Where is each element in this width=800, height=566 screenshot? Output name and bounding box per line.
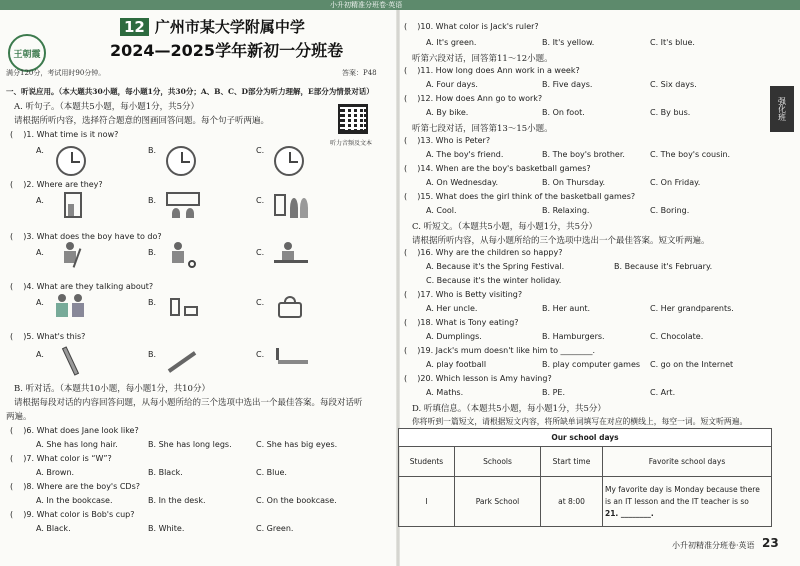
q6-text: )6. What does Jane look like? bbox=[23, 426, 139, 435]
q19-option-b: B. play computer games bbox=[542, 360, 641, 369]
q7-option-a: A. Brown. bbox=[36, 468, 75, 477]
paren: ( bbox=[10, 232, 14, 241]
q10-option-c: C. It's blue. bbox=[650, 38, 695, 47]
q7-option-c: C. Blue. bbox=[256, 468, 287, 477]
score-info: 满分120分，考试用时90分钟。 bbox=[6, 69, 106, 77]
q2-text: )2. Where are they? bbox=[23, 180, 103, 189]
part-b-instruction-2: 两遍。 bbox=[6, 412, 32, 422]
q14-option-a: A. On Wednesday. bbox=[426, 178, 499, 187]
logo-text: 王朝霞 bbox=[13, 49, 41, 60]
instruction-dialogue-7: 听第七段对话，回答第13～15小题。 bbox=[412, 124, 553, 134]
q19-text: )19. Jack's mum doesn't like him to ________. bbox=[417, 346, 596, 355]
question-19 bbox=[404, 346, 595, 355]
answer-info: 答案：P48 bbox=[342, 69, 377, 77]
paren: ( bbox=[404, 22, 408, 31]
question-15 bbox=[404, 192, 635, 201]
top-strip bbox=[0, 0, 800, 10]
question-1 bbox=[10, 130, 118, 139]
q12-option-a: A. By bike. bbox=[426, 108, 469, 117]
q9-option-a: A. Black. bbox=[36, 524, 71, 533]
col-students: Students bbox=[399, 447, 455, 477]
col-favorite-days: Favorite school days bbox=[603, 447, 772, 477]
q8-option-b: B. In the desk. bbox=[148, 496, 206, 505]
part-b-instruction-1: 请根据每段对话的内容回答问题，从每小题所给的三个选项中选出一个最佳答案。每段对话听 bbox=[14, 398, 363, 408]
q13-text: )13. Who is Peter? bbox=[417, 136, 491, 145]
q15-option-c: C. Boring. bbox=[650, 206, 690, 215]
question-4 bbox=[10, 282, 153, 291]
answer-blank-21[interactable]: 21. ________. bbox=[605, 508, 654, 518]
qr-code[interactable] bbox=[338, 104, 368, 134]
part-c-heading: C. 听短文。（本题共5小题，每小题1分，共5分） bbox=[412, 222, 598, 232]
boy-desk-icon bbox=[274, 242, 308, 268]
q1-text: )1. What time is it now? bbox=[23, 130, 119, 139]
question-16 bbox=[404, 248, 562, 257]
cell-start-time: at 8:00 bbox=[541, 477, 603, 527]
q9-option-c: C. Green. bbox=[256, 524, 294, 533]
q3-label-c: C. bbox=[256, 248, 265, 257]
q8-option-c: C. On the bookcase. bbox=[256, 496, 337, 505]
paren: ( bbox=[404, 164, 408, 173]
q3-label-a: A. bbox=[36, 248, 44, 257]
paren: ( bbox=[404, 192, 408, 201]
q17-option-b: B. Her aunt. bbox=[542, 304, 591, 313]
title-line1: 广州市某大学附属中学 bbox=[154, 18, 305, 36]
strip-text: 小升初精准分班卷·英语 bbox=[330, 1, 403, 9]
furniture-icon bbox=[166, 294, 200, 320]
q1-label-b: B. bbox=[148, 146, 157, 155]
question-14 bbox=[404, 164, 591, 173]
q7-option-b: B. Black. bbox=[148, 468, 183, 477]
q16-option-a: A. Because it's the Spring Festival. bbox=[426, 262, 565, 271]
school-days-table bbox=[398, 428, 772, 527]
q13-option-c: C. The boy's cousin. bbox=[650, 150, 731, 159]
part-a-instruction: 请根据所听内容，选择符合题意的图画回答问题。每个句子听两遍。 bbox=[14, 116, 270, 126]
question-6 bbox=[10, 426, 139, 435]
paren: ( bbox=[10, 332, 14, 341]
page-number: 23 bbox=[762, 536, 779, 550]
favorite-line-2: is an IT lesson and the IT teacher is so bbox=[605, 496, 749, 506]
publisher-logo bbox=[8, 34, 46, 72]
q2-label-a: A. bbox=[36, 196, 44, 205]
q9-text: )9. What color is Bob's cup? bbox=[23, 510, 135, 519]
school-title bbox=[120, 16, 305, 37]
q10-text: )10. What color is Jack's ruler? bbox=[417, 22, 539, 31]
cell-school: Park School bbox=[455, 477, 541, 527]
q9-option-b: B. White. bbox=[148, 524, 185, 533]
paper-number: 12 bbox=[120, 18, 149, 36]
q8-text: )8. Where are the boy's CDs? bbox=[23, 482, 141, 491]
paren: ( bbox=[404, 94, 408, 103]
q12-option-c: C. By bus. bbox=[650, 108, 691, 117]
q2-label-c: C. bbox=[256, 196, 265, 205]
paren: ( bbox=[10, 426, 14, 435]
q7-text: )7. What color is “W”? bbox=[23, 454, 112, 463]
q11-option-c: C. Six days. bbox=[650, 80, 697, 89]
q16-option-c: C. Because it's the winter holiday. bbox=[426, 276, 562, 285]
cell-student: I bbox=[399, 477, 455, 527]
q11-option-b: B. Five days. bbox=[542, 80, 593, 89]
col-start-time: Start time bbox=[541, 447, 603, 477]
part-b-heading: B. 听对话。（本题共10小题，每小题1分，共10分） bbox=[14, 384, 210, 394]
footer-label: 小升初精准分班卷·英语 bbox=[672, 541, 755, 550]
paren: ( bbox=[404, 248, 408, 257]
paren: ( bbox=[404, 136, 408, 145]
q13-option-b: B. The boy's brother. bbox=[542, 150, 625, 159]
q16-text: )16. Why are the children so happy? bbox=[417, 248, 563, 257]
q6-option-c: C. She has big eyes. bbox=[256, 440, 338, 449]
q10-option-a: A. It's green. bbox=[426, 38, 477, 47]
q15-option-a: A. Cool. bbox=[426, 206, 457, 215]
part-d-heading: D. 听填信息。（本题共5小题，每小题1分，共5分） bbox=[412, 404, 606, 414]
q4-text: )4. What are they talking about? bbox=[23, 282, 154, 291]
cell-favorite-day bbox=[603, 477, 772, 527]
paren: ( bbox=[404, 290, 408, 299]
side-tab: 强化班 bbox=[770, 86, 794, 132]
question-2 bbox=[10, 180, 103, 189]
question-3 bbox=[10, 232, 162, 241]
q11-text: )11. How long does Ann work in a week? bbox=[417, 66, 580, 75]
q5-label-b: B. bbox=[148, 350, 157, 359]
crayon-icon bbox=[274, 346, 308, 376]
paren: ( bbox=[10, 130, 14, 139]
pen-icon bbox=[166, 346, 200, 376]
clock-icon-c bbox=[274, 146, 304, 176]
q19-option-c: C. go on the Internet bbox=[650, 360, 734, 369]
pencil-icon bbox=[56, 346, 90, 376]
q16-option-b: B. Because it's February. bbox=[614, 262, 713, 271]
q5-text: )5. What's this? bbox=[23, 332, 86, 341]
table-row bbox=[399, 477, 772, 527]
favorite-line-1: My favorite day is Monday because there bbox=[605, 484, 760, 494]
paren: ( bbox=[404, 374, 408, 383]
clock-icon-b bbox=[166, 146, 196, 176]
q6-option-b: B. She has long legs. bbox=[148, 440, 232, 449]
question-9 bbox=[10, 510, 135, 519]
q14-option-c: C. On Friday. bbox=[650, 178, 701, 187]
question-13 bbox=[404, 136, 490, 145]
question-8 bbox=[10, 482, 140, 491]
library-icon bbox=[274, 192, 308, 218]
clock-icon-a bbox=[56, 146, 86, 176]
question-17 bbox=[404, 290, 522, 299]
q18-option-b: B. Hamburgers. bbox=[542, 332, 605, 341]
q19-option-a: A. play football bbox=[426, 360, 487, 369]
paper-title: 2024—2025学年新初一分班卷 bbox=[110, 41, 344, 60]
q15-text: )15. What does the girl think of the basketball games? bbox=[417, 192, 636, 201]
question-10 bbox=[404, 22, 539, 31]
q15-option-b: B. Relaxing. bbox=[542, 206, 590, 215]
q12-option-b: B. On foot. bbox=[542, 108, 585, 117]
question-20 bbox=[404, 374, 552, 383]
room-door-icon bbox=[56, 192, 90, 218]
q18-text: )18. What is Tony eating? bbox=[417, 318, 519, 327]
paren: ( bbox=[10, 180, 14, 189]
q1-label-c: C. bbox=[256, 146, 265, 155]
q11-option-a: A. Four days. bbox=[426, 80, 478, 89]
question-18 bbox=[404, 318, 519, 327]
col-schools: Schools bbox=[455, 447, 541, 477]
paren: ( bbox=[404, 66, 408, 75]
q20-option-b: B. PE. bbox=[542, 388, 565, 397]
qr-caption: 听力音频及文本 bbox=[330, 140, 373, 147]
q14-option-b: B. On Thursday. bbox=[542, 178, 606, 187]
paren: ( bbox=[10, 482, 14, 491]
boy-sweeping-icon bbox=[54, 242, 88, 268]
q13-option-a: A. The boy's friend. bbox=[426, 150, 504, 159]
q4-label-a: A. bbox=[36, 298, 44, 307]
paren: ( bbox=[10, 454, 14, 463]
q3-label-b: B. bbox=[148, 248, 157, 257]
q5-label-a: A. bbox=[36, 350, 44, 359]
q20-text: )20. Which lesson is Amy having? bbox=[417, 374, 552, 383]
q20-option-a: A. Maths. bbox=[426, 388, 464, 397]
table-title: Our school days bbox=[399, 429, 772, 447]
q12-text: )12. How does Ann go to work? bbox=[417, 94, 543, 103]
q2-label-b: B. bbox=[148, 196, 157, 205]
q5-label-c: C. bbox=[256, 350, 265, 359]
question-5 bbox=[10, 332, 85, 341]
q17-text: )17. Who is Betty visiting? bbox=[417, 290, 523, 299]
q20-option-c: C. Art. bbox=[650, 388, 676, 397]
q18-option-a: A. Dumplings. bbox=[426, 332, 482, 341]
paren: ( bbox=[10, 282, 14, 291]
q14-text: )14. When are the boy's basketball games? bbox=[417, 164, 591, 173]
q4-label-b: B. bbox=[148, 298, 157, 307]
classroom-icon bbox=[166, 192, 200, 218]
question-12 bbox=[404, 94, 542, 103]
boy-football-icon bbox=[166, 242, 200, 268]
q6-option-a: A. She has long hair. bbox=[36, 440, 118, 449]
q10-option-b: B. It's yellow. bbox=[542, 38, 595, 47]
q17-option-c: C. Her grandparents. bbox=[650, 304, 734, 313]
q8-option-a: A. In the bookcase. bbox=[36, 496, 113, 505]
paren: ( bbox=[404, 318, 408, 327]
paren: ( bbox=[10, 510, 14, 519]
q18-option-c: C. Chocolate. bbox=[650, 332, 704, 341]
q17-option-a: A. Her uncle. bbox=[426, 304, 478, 313]
q4-label-c: C. bbox=[256, 298, 265, 307]
paren: ( bbox=[404, 346, 408, 355]
part-d-instruction: 你将听到一篇短文，请根据短文内容，将所缺单词填写在对应的横线上，每空一词。短文听两遍。 bbox=[412, 417, 748, 426]
instruction-dialogue-6: 听第六段对话，回答第11～12小题。 bbox=[412, 54, 553, 64]
bag-icon bbox=[274, 294, 308, 320]
question-11 bbox=[404, 66, 580, 75]
part-a-heading: A. 听句子。（本题共5小题，每小题1分，共5分） bbox=[14, 102, 200, 112]
q1-label-a: A. bbox=[36, 146, 44, 155]
part-c-instruction: 请根据所听内容，从每小题所给的三个选项中选出一个最佳答案。短文听两遍。 bbox=[412, 236, 710, 246]
question-7 bbox=[10, 454, 112, 463]
section-1-heading: 一、听说应用。（本大题共30小题，每小题1分，共30分；A、B、C、D部分为听力理解，E部分为情景对话） bbox=[6, 87, 374, 96]
q3-text: )3. What does the boy have to do? bbox=[23, 232, 162, 241]
kids-talking-icon bbox=[54, 294, 88, 320]
